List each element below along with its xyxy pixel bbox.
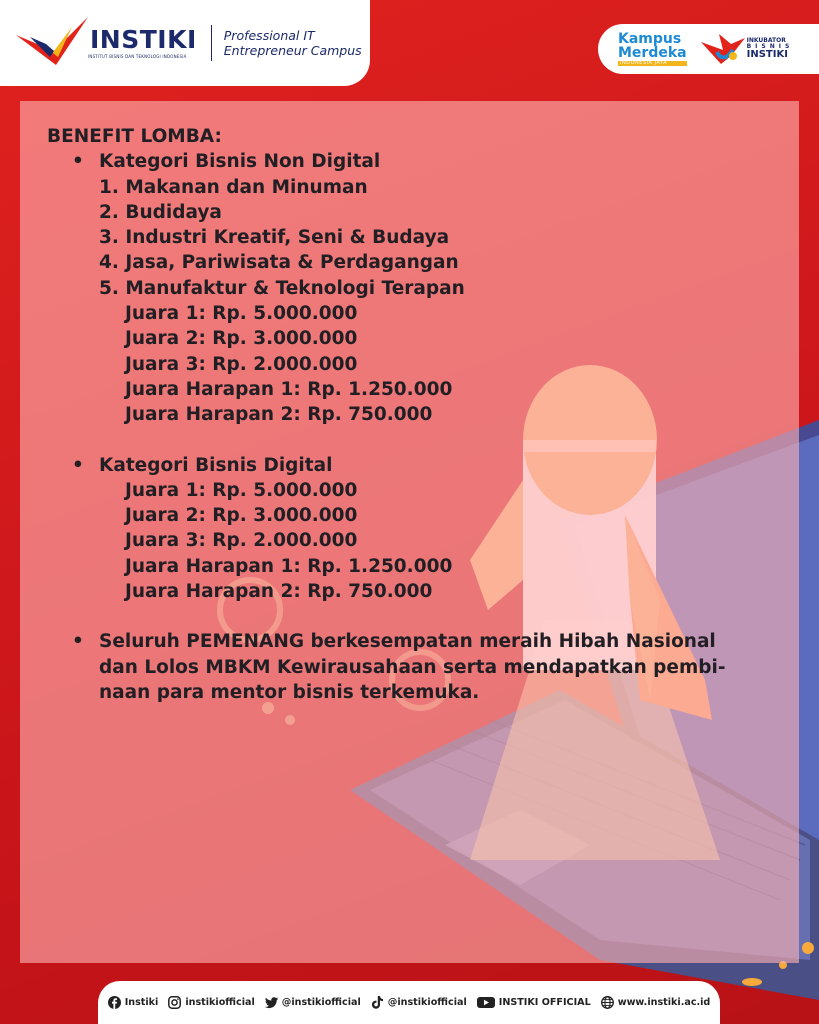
kampus-merdeka-line1: Kampus — [618, 31, 682, 47]
youtube-link[interactable] — [477, 996, 591, 1009]
kampus-merdeka-line2: Merdeka — [618, 45, 687, 61]
prize-item: Juara Harapan 2: Rp. 750.000 — [125, 581, 433, 603]
partner-logos-bar — [598, 24, 819, 74]
spacer — [47, 428, 767, 453]
prize-item: Juara 3: Rp. 2.000.000 — [125, 530, 358, 552]
closing-line-2: dan Lolos MBKM Kewirausahaan serta mendapatkan pembi- — [99, 656, 726, 678]
social-footer — [98, 981, 720, 1024]
twitter-label: @instikiofficial — [281, 997, 361, 1008]
facebook-label: Instiki — [124, 997, 159, 1008]
youtube-icon — [477, 996, 495, 1009]
instiki-logo-icon — [16, 17, 88, 69]
digital-category — [47, 453, 767, 478]
facebook-icon — [108, 996, 121, 1009]
tiktok-link[interactable] — [371, 996, 467, 1009]
bullet-icon: • — [72, 151, 84, 173]
facebook-link[interactable] — [108, 996, 159, 1009]
tiktok-label: @instikiofficial — [387, 997, 467, 1008]
subcategory-item: 5. Manufaktur & Teknologi Terapan — [99, 277, 465, 299]
prize-item: Juara Harapan 1: Rp. 1.250.000 — [125, 555, 453, 577]
twitter-icon — [265, 996, 278, 1009]
prize-item: Juara 2: Rp. 3.000.000 — [125, 505, 358, 527]
tagline — [224, 28, 362, 58]
benefit-heading: BENEFIT LOMBA: — [47, 126, 222, 147]
digital-title: Kategori Bisnis Digital — [99, 454, 333, 476]
tagline-line1: Professional IT — [223, 28, 315, 43]
bullet-icon: • — [72, 631, 84, 653]
prize-item: Juara Harapan 1: Rp. 1.250.000 — [125, 378, 453, 400]
instagram-icon — [168, 996, 181, 1009]
globe-icon — [601, 996, 614, 1009]
inkubator-line2: BISNIS — [746, 43, 794, 50]
youtube-label: INSTIKI OFFICIAL — [498, 997, 591, 1008]
inkubator-bisnis-wordmark — [747, 38, 794, 60]
website-label: www.instiki.ac.id — [617, 997, 711, 1008]
instagram-label: instikiofficial — [185, 997, 255, 1008]
tagline-line2: Entrepreneur Campus — [223, 43, 362, 58]
non-digital-title: Kategori Bisnis Non Digital — [99, 151, 381, 173]
closing-note — [47, 629, 767, 654]
non-digital-category — [47, 149, 767, 174]
kampus-merdeka-logo — [618, 32, 687, 66]
subcategory-item: 4. Jasa, Pariwisata & Perdagangan — [99, 252, 459, 274]
header-divider — [211, 25, 212, 61]
bullet-icon: • — [72, 454, 84, 476]
spacer — [47, 604, 767, 629]
prize-item: Juara 2: Rp. 3.000.000 — [125, 328, 358, 350]
inkubator-bisnis-icon — [701, 34, 745, 64]
logo-name: INSTIKI — [90, 25, 197, 54]
prize-item: Juara 1: Rp. 5.000.000 — [125, 303, 358, 325]
prize-item: Juara 1: Rp. 5.000.000 — [125, 479, 358, 501]
inkubator-line3: INSTIKI — [746, 49, 788, 60]
prize-item: Juara Harapan 2: Rp. 750.000 — [125, 404, 433, 426]
subcategory-item: 2. Budidaya — [99, 201, 222, 223]
subcategory-item: 3. Industri Kreatif, Seni & Budaya — [99, 227, 450, 249]
inkubator-line1: INKUBATOR — [746, 37, 786, 44]
closing-line-1: Seluruh PEMENANG berkesempatan meraih Hibah Nasional — [99, 631, 716, 653]
website-link[interactable] — [601, 996, 711, 1009]
kampus-merdeka-line3: INDONESIA JAYA — [618, 61, 687, 66]
instiki-wordmark — [88, 27, 197, 59]
prize-item: Juara 3: Rp. 2.000.000 — [125, 353, 358, 375]
logo-subtitle: INSTITUT BISNIS DAN TEKNOLOGI INDONESIA — [88, 54, 187, 59]
header-logo-bar — [0, 0, 370, 86]
subcategory-item: 1. Makanan dan Minuman — [99, 176, 368, 198]
closing-line-3: naan para mentor bisnis terkemuka. — [99, 681, 480, 703]
twitter-link[interactable] — [265, 996, 361, 1009]
instagram-link[interactable] — [168, 996, 254, 1009]
benefit-content — [47, 124, 767, 705]
tiktok-icon — [371, 996, 384, 1009]
